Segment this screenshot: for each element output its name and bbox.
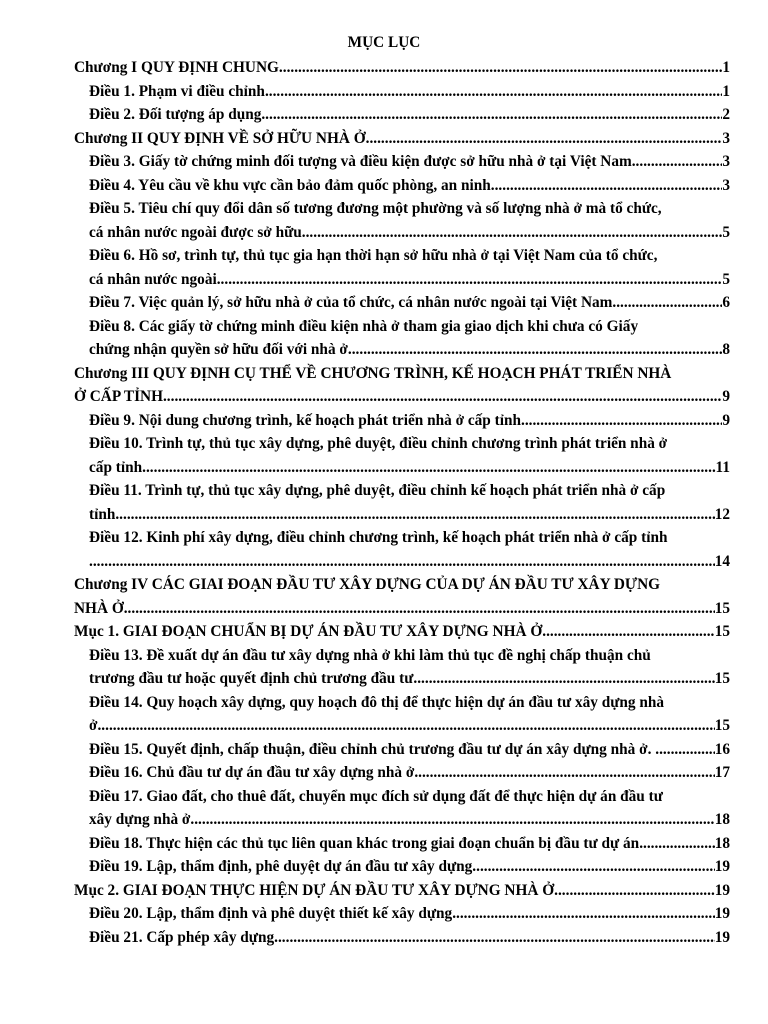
toc-page-number: 19 [714,905,730,922]
toc-entry-text: chứng nhận quyền sở hữu đối với nhà ở [89,341,348,358]
toc-entry-line [89,855,730,879]
toc-article-entry[interactable] [74,832,730,856]
toc-entry-line [89,456,730,480]
toc-entry-line [89,409,730,433]
toc-entry-line [89,550,730,574]
toc-entry-line [89,221,730,245]
toc-page-number: 12 [714,505,730,523]
toc-page-number: 15 [714,599,730,617]
toc-dot-leader [472,855,714,879]
toc-entry-text: Điều 8. Các giấy tờ chứng minh điều kiện nhà ở tham gia giao dịch khi chưa có Giấy [89,317,639,335]
toc-entry-line [89,432,730,456]
toc-dot-leader [115,503,714,527]
toc-title: MỤC LỤC [347,34,421,51]
toc-dot-leader [639,832,715,856]
toc-article-entry[interactable] [74,761,730,785]
toc-page-number: 1 [722,82,730,100]
toc-entry-text: cá nhân nước ngoài [89,270,217,288]
toc-entry-text: Điều 4. Yêu cầu về khu vực cần bảo đảm quốc phòng, an ninh [89,176,491,194]
toc-page-number: 18 [714,834,730,852]
toc-heading-entry[interactable] [74,879,730,903]
toc-dot-leader [97,714,714,738]
toc-article-entry[interactable] [74,150,730,174]
toc-dot-leader [142,456,715,480]
toc-entry-line [89,150,730,174]
toc-heading-entry[interactable] [74,56,730,80]
toc-page-number: 15 [714,623,730,640]
toc-entry-text: Điều 2. Đối tượng áp dụng [89,106,262,123]
toc-entry-text: Điều 6. Hồ sơ, trình tự, thủ tục gia hạn thời hạn sở hữu nhà ở tại Việt Nam của tổ chức, [89,247,658,264]
toc-entry-text: Mục 2. GIAI ĐOẠN THỰC HIỆN DỰ ÁN ĐẦU TƯ XÂY DỰNG NHÀ Ở [74,881,555,899]
toc-entry-line [89,926,730,950]
toc-entry-text: Điều 10. Trình tự, thủ tục xây dựng, phê duyệt, điều chỉnh chương trình phát triển nhà ở [89,435,668,452]
toc-page-number: 5 [722,223,730,241]
toc-entry-text: Điều 1. Phạm vi điều chỉnh [89,82,265,100]
toc-entry-text: Điều 19. Lập, thẩm định, phê duyệt dự án đầu tư xây dựng [89,858,473,875]
toc-page-number: 3 [722,153,730,170]
toc-dot-leader [413,667,714,691]
toc-entry-line [74,573,730,597]
toc-dot-leader [163,385,722,409]
toc-dot-leader [302,221,723,245]
toc-entry-text: Chương III QUY ĐỊNH CỤ THỂ VỀ CHƯƠNG TRÌNH, KẾ HOẠCH PHÁT TRIỂN NHÀ [74,364,672,382]
toc-entry-text: ở [89,717,98,734]
toc-entry-line [89,174,730,198]
toc-entry-text: xây dựng nhà ở [89,811,191,828]
toc-entry-line [74,597,730,621]
toc-entry-line [89,268,730,292]
toc-entry-line [74,385,730,409]
toc-heading-entry[interactable] [74,573,730,620]
toc-entry-line [89,761,730,785]
toc-page-number: 8 [722,341,730,358]
toc-article-entry[interactable] [74,785,730,832]
toc-entry-line [89,808,730,832]
toc-dot-leader [366,127,723,151]
toc-page-number: 2 [722,106,730,123]
toc-entry-text: NHÀ Ở [74,599,124,617]
toc-article-entry[interactable] [74,315,730,362]
toc-article-entry[interactable] [74,432,730,479]
toc-entry-text: Điều 9. Nội dung chương trình, kế hoạch phát triển nhà ở cấp tỉnh [89,411,521,429]
toc-dot-leader [265,80,722,104]
toc-heading-entry[interactable] [74,620,730,644]
toc-entry-line [89,197,730,221]
toc-entry-text: Điều 13. Đề xuất dự án đầu tư xây dựng nhà ở khi làm thủ tục đề nghị chấp thuận chủ [89,646,651,664]
toc-article-entry[interactable] [74,526,730,573]
toc-entry-text: cấp tỉnh [89,458,143,476]
toc-entry-text: Điều 12. Kinh phí xây dựng, điều chỉnh chương trình, kế hoạch phát triển nhà ở cấp tỉnh [89,529,668,546]
toc-page-number: 18 [714,811,730,828]
toc-article-entry[interactable] [74,926,730,950]
toc-entry-text: cá nhân nước ngoài được sở hữu [89,223,302,241]
toc-entry-line [89,714,730,738]
toc-page-number: 3 [722,176,730,194]
toc-dot-leader [279,56,722,80]
toc-article-entry[interactable] [74,103,730,127]
toc-page-number: 9 [722,411,730,429]
toc-article-entry[interactable] [74,80,730,104]
toc-entry-line [74,879,730,903]
toc-page-number: 15 [714,717,730,734]
toc-entry-text: Ở CẤP TỈNH [74,388,163,405]
toc-page-number: 11 [715,458,730,476]
toc-entry-line [89,902,730,926]
toc-page-number: 6 [722,294,730,311]
toc-article-entry[interactable] [74,409,730,433]
toc-article-entry[interactable] [74,479,730,526]
toc-entry-line [89,832,730,856]
toc-dot-leader [452,902,715,926]
toc-page-number: 17 [714,764,730,781]
toc-page-number: 5 [722,270,730,288]
toc-article-entry[interactable] [74,174,730,198]
toc-dot-leader [491,174,723,198]
toc-entry-text: Điều 15. Quyết định, chấp thuận, điều chỉnh chủ trương đầu tư dự án xây dựng nhà ở. . [89,740,660,758]
toc-entry-text: Mục 1. GIAI ĐOẠN CHUẨN BỊ DỰ ÁN ĐẦU TƯ XÂY DỰNG NHÀ Ở [74,623,543,640]
toc-entry-line [89,526,730,550]
toc-entry-text: tỉnh [89,505,116,523]
toc-entry-text: Chương I QUY ĐỊNH CHUNG [74,59,279,76]
toc-dot-leader [632,150,723,174]
toc-dot-leader [612,291,722,315]
toc-page-number: 9 [722,388,730,405]
toc-entry-text: Điều 5. Tiêu chí quy đổi dân số tương đương một phường và số lượng nhà ở mà tổ chức, [89,200,662,217]
toc-entry-text: Điều 14. Quy hoạch xây dựng, quy hoạch đô thị để thực hiện dự án đầu tư xây dựng nhà [89,693,665,711]
toc-entry-text: Điều 11. Trình tự, thủ tục xây dựng, phê duyệt, điều chỉnh kế hoạch phát triển nhà ở cấp [89,482,666,499]
toc-article-entry[interactable] [74,197,730,244]
toc-entry-line [89,291,730,315]
toc-entry-text: Điều 18. Thực hiện các thủ tục liên quan khác trong giai đoạn chuẩn bị đầu tư dự án [89,834,640,852]
toc-page-number: 1 [722,59,730,76]
toc-dot-leader [542,620,714,644]
toc-page-number: 19 [714,858,730,875]
toc-article-entry[interactable] [74,855,730,879]
toc-entry-line [89,315,730,339]
toc-entry-line [89,103,730,127]
toc-entry-text: Điều 17. Giao đất, cho thuê đất, chuyển mục đích sử dụng đất để thực hiện dự án đầu tư [89,787,663,805]
toc-heading-entry[interactable] [74,362,730,409]
toc-entry-line [89,644,730,668]
toc-page-number: 14 [714,552,730,570]
toc-entry-text: Điều 3. Giấy tờ chứng minh đối tượng và điều kiện được sở hữu nhà ở tại Việt Nam [89,153,632,170]
toc-entry-line [89,785,730,809]
toc-entry-text: Chương IV CÁC GIAI ĐOẠN ĐẦU TƯ XÂY DỰNG CỦA DỰ ÁN ĐẦU TƯ XÂY DỰNG [74,576,661,593]
toc-entry-text: Điều 20. Lập, thẩm định và phê duyệt thiết kế xây dựng [89,905,453,922]
toc-entry-line [89,667,730,691]
toc-dot-leader [89,550,715,574]
toc-page-number: 19 [714,928,730,946]
toc-entry-line [89,691,730,715]
toc-dot-leader [190,808,714,832]
toc-entry-line [89,738,730,762]
toc-entry-line [74,127,730,151]
toc-entry-line [89,503,730,527]
toc-dot-leader [217,268,723,292]
toc-dot-leader [274,926,715,950]
toc-page-number: 15 [714,670,730,687]
toc-entry-line [89,80,730,104]
table-of-contents [74,56,730,949]
toc-entry-text: Điều 16. Chủ đầu tư dự án đầu tư xây dựng nhà ở [89,764,415,781]
toc-dot-leader [348,338,722,362]
toc-dot-leader [659,738,715,762]
toc-article-entry[interactable] [74,644,730,691]
toc-page-number: 3 [722,129,730,147]
toc-dot-leader [261,103,722,127]
toc-heading-entry[interactable] [74,127,730,151]
toc-dot-leader [554,879,715,903]
toc-entry-line [89,479,730,503]
toc-article-entry[interactable] [74,691,730,738]
toc-entry-line [89,244,730,268]
toc-entry-line [74,362,730,386]
toc-article-entry[interactable] [74,291,730,315]
toc-entry-line [74,56,730,80]
toc-entry-text: trương đầu tư hoặc quyết định chủ trương đầu tư [89,670,414,687]
toc-page-number: 16 [714,740,730,758]
toc-entry-text: Điều 7. Việc quản lý, sở hữu nhà ở của tổ chức, cá nhân nước ngoài tại Việt Nam [89,294,613,311]
toc-entry-text: Chương II QUY ĐỊNH VỀ SỞ HỮU NHÀ Ở [74,129,366,147]
toc-page-number: 19 [714,881,730,899]
toc-article-entry[interactable] [74,738,730,762]
toc-article-entry[interactable] [74,902,730,926]
toc-dot-leader [521,409,722,433]
toc-dot-leader [414,761,714,785]
toc-dot-leader [124,597,715,621]
toc-entry-line [74,620,730,644]
toc-entry-text: Điều 21. Cấp phép xây dựng [89,928,275,946]
toc-article-entry[interactable] [74,244,730,291]
toc-entry-line [89,338,730,362]
